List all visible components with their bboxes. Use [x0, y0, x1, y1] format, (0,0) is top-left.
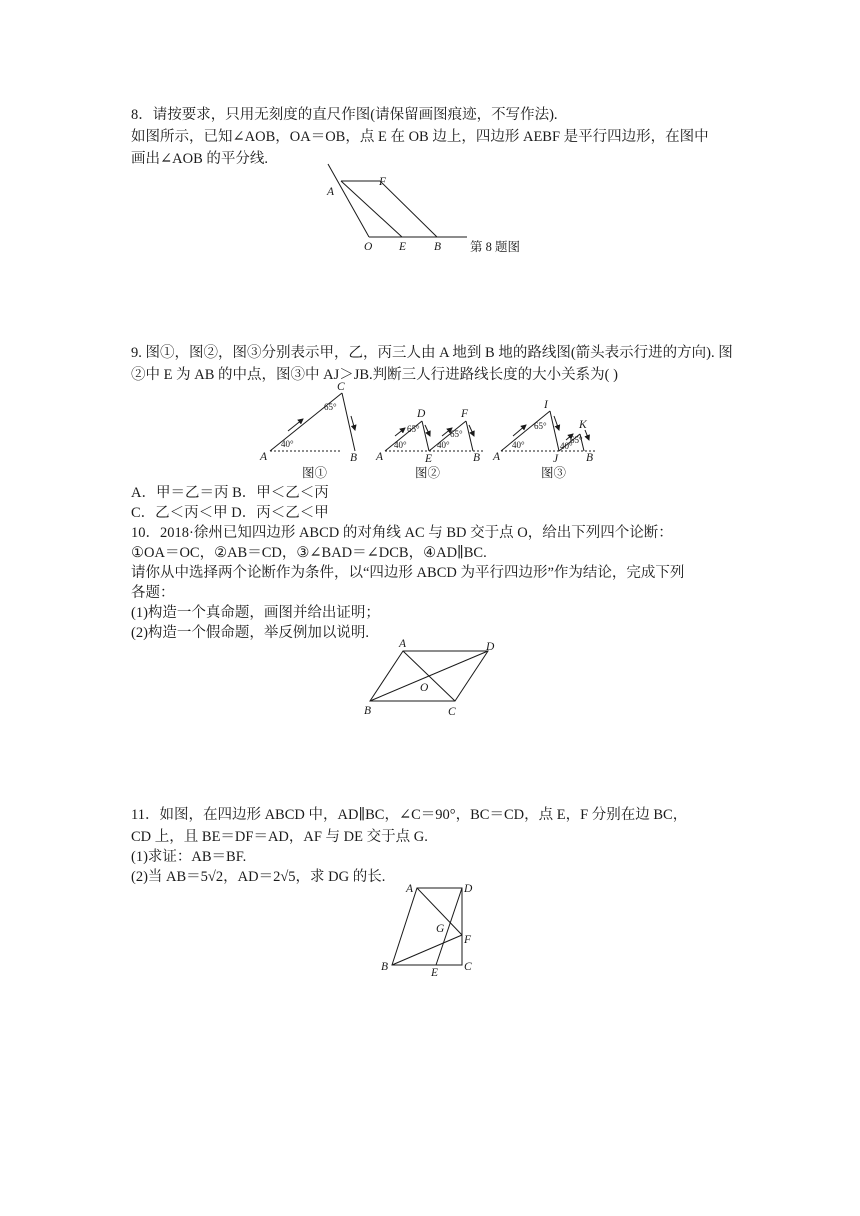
q9-f2-label-b: B [473, 452, 481, 464]
q9-f3-angle-40a: 40° [512, 440, 525, 450]
q10-label-o: O [420, 682, 429, 694]
q11-label-b: B [381, 961, 389, 973]
q11-line-3: (1)求证：AB＝BF. [131, 849, 247, 865]
q9-f2-label-f: F [461, 408, 469, 420]
q9-f2-label-e: E [425, 453, 433, 465]
q9-line-2: ②中 E 为 AB 的中点，图③中 AJ＞JB.判断三人行进路线长度的大小关系为( ) [131, 367, 618, 383]
q9-f1-angle-65: 65° [324, 402, 337, 412]
q10-figure [355, 634, 510, 720]
q9-f1-label-a: A [260, 451, 268, 463]
q11-label-e: E [431, 967, 439, 978]
q9-f3-angle-40b: 40° [560, 441, 573, 451]
q8-caption: 第 8 题图 [470, 240, 521, 254]
q10-line-4: 各题： [131, 585, 175, 601]
diagonal-bd [370, 651, 488, 701]
q9-f2-angle-65a: 65° [407, 424, 420, 434]
q10-line-3: 请你从中选择两个论断作为条件，以“四边形 ABCD 为平行四边形”作为结论，完成下列 [131, 565, 685, 581]
q10-label-b: B [364, 705, 372, 717]
q9-f3-label-b: B [586, 452, 594, 464]
q11-label-g: G [436, 923, 445, 935]
q9-f3-label-k: K [579, 419, 587, 431]
q11-label-a: A [406, 883, 414, 895]
q9-f2-angle-40b: 40° [437, 440, 450, 450]
q8-label-b: B [434, 241, 442, 253]
q10-line-1: 10．2018·徐州已知四边形 ABCD 的对角线 AC 与 BD 交于点 O，给出下列四个论断： [131, 525, 673, 541]
q9-figures [255, 378, 605, 484]
q9-f3-label-i: I [544, 399, 548, 411]
quadrilateral-abcd [392, 888, 462, 965]
q9-line-1: 9. 图①，图②，图③分别表示甲，乙，丙三人由 A 地到 B 地的路线图(箭头表示行进的方向). 图 [131, 345, 733, 361]
q9-f3-label-j: J [553, 453, 559, 465]
segment-ae [341, 181, 402, 237]
q11-line-2: CD 上，且 BE＝DF＝AD，AF 与 DE 交于点 G. [131, 829, 428, 845]
q11-line-4: (2)当 AB＝5√2，AD＝2√5，求 DG 的长. [131, 869, 386, 885]
q9-f1-angle-40: 40° [281, 439, 294, 449]
q9-f3-label-a: A [493, 451, 501, 463]
q8-label-o: O [364, 241, 373, 253]
q10-label-a: A [399, 638, 407, 650]
q9-options-ab: A．甲＝乙＝丙 B．甲＜乙＜丙 [131, 485, 329, 501]
q9-f1-label-b: B [350, 452, 358, 464]
q9-f2-label-d: D [417, 408, 426, 420]
q8-figure [320, 160, 560, 260]
q9-f2-caption: 图② [415, 466, 441, 480]
segment-fb [380, 181, 437, 237]
q8-label-a: A [327, 186, 335, 198]
q9-f2-label-a: A [376, 451, 384, 463]
q11-label-c: C [464, 961, 472, 973]
q11-figure [375, 878, 485, 978]
q9-f1-label-c: C [337, 381, 345, 393]
q8-line-1: 8．请按要求，只用无刻度的直尺作图(请保留画图痕迹，不写作法). [131, 107, 558, 123]
q10-label-d: D [486, 641, 495, 653]
q8-line-3: 画出∠AOB 的平分线. [131, 151, 269, 167]
q8-line-2: 如图所示，已知∠AOB，OA＝OB，点 E 在 OB 边上，四边形 AEBF 是平行四边形，在图中 [131, 129, 709, 145]
q8-label-e: E [399, 241, 407, 253]
q9-options-cd: C．乙＜丙＜甲 D．丙＜乙＜甲 [131, 505, 329, 521]
q9-f3-caption: 图③ [541, 466, 567, 480]
segment-bf [392, 935, 462, 965]
q9-f3-angle-65a: 65° [534, 421, 547, 431]
q11-label-f: F [464, 934, 472, 946]
q10-line-2: ①OA＝OC，②AB＝CD，③∠BAD＝∠DCB，④AD∥BC. [131, 545, 487, 561]
q8-label-f: F [379, 176, 387, 188]
q10-label-c: C [448, 706, 456, 718]
q9-f1-caption: 图① [302, 466, 328, 480]
q9-f2-angle-65b: 65° [450, 429, 463, 439]
q9-f3-angle-65b: 65° [570, 435, 583, 445]
q10-line-5: (1)构造一个真命题，画图并给出证明； [131, 605, 380, 621]
q11-line-1: 11．如图，在四边形 ABCD 中，AD∥BC，∠C＝90°，BC＝CD，点 E，F 分别在边 BC， [131, 807, 688, 823]
q9-f2-angle-40a: 40° [394, 440, 407, 450]
q11-label-d: D [464, 883, 473, 895]
q10-line-6: (2)构造一个假命题，举反例加以说明. [131, 625, 370, 641]
